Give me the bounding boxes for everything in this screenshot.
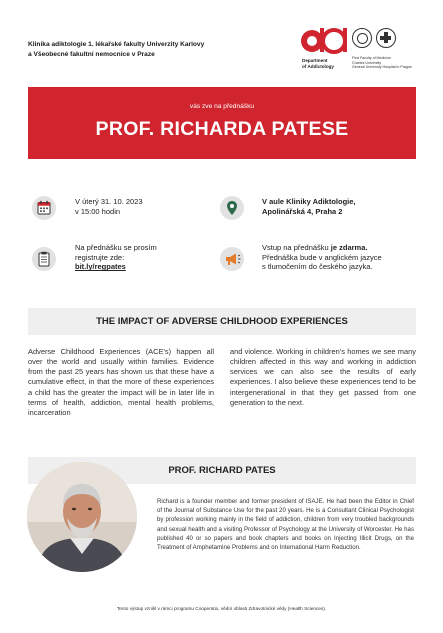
hospital-cross-icon <box>376 28 396 48</box>
event-date-time <box>75 197 143 216</box>
speaker-photo <box>27 462 137 572</box>
department-logo-text: Department of Addictology <box>302 58 334 69</box>
charles-university-seal-icon <box>352 28 372 48</box>
institution-header <box>28 40 288 60</box>
entry-info: Vstup na přednášku je zdarma. Přednáška bude v anglickém jazyce s tlumočením do českého jazyka. <box>262 243 382 272</box>
location-pin-icon <box>220 196 244 220</box>
registration-info: Na přednášku se prosím registrujte zde: bit.ly/regpates <box>75 243 157 272</box>
institution-line-2: a Všeobecné fakultní nemocnice v Praze <box>28 51 155 58</box>
event-date: V úterý 31. 10. 2023 <box>75 197 143 206</box>
department-of-addictology-logo <box>300 26 350 56</box>
registration-link[interactable]: bit.ly/regpates <box>75 262 126 272</box>
banner-subtitle: vás zve na přednášku <box>189 103 255 110</box>
event-address: Apolinářská 4, Praha 2 <box>262 206 343 216</box>
faculty-logo-text: First Faculty of Medicine Charles University General University Hospital in Prague <box>352 56 412 70</box>
ace-text-column-2: and violence. Working in children's homes we see many children affected in this way and working in addiction services we can also see the results of early experiences. I also believe these experiences tend to be intergenerational in that they get passed from one generation to the next. <box>230 347 416 407</box>
lecturer-name: PROF. RICHARDA PATESE <box>95 118 349 140</box>
entry-free: je zdarma. <box>330 243 368 252</box>
footer-note: Tento výstup vznikl v rámci programu Cooperatio, vědní oblasti Zdravotnické vědy (Health Sciences). <box>116 606 327 611</box>
ace-text-column-1: Adverse Childhood Experiences (ACE's) happen all over the world and usually within families. Evidence from the past 25 years has shown us that these have a cumulative effect, in that the more of these experiences a child has the greater the impact will be in later life in terms of health, addiction, mental health problems, incarceration <box>28 347 214 417</box>
calendar-icon <box>32 196 56 220</box>
logos <box>300 26 420 74</box>
title-banner <box>28 87 416 159</box>
section-title-speaker: PROF. RICHARD PATES <box>28 457 416 484</box>
event-location <box>262 197 356 216</box>
event-venue: V aule Kliniky Adiktologie, <box>262 197 356 206</box>
section-title-ace: THE IMPACT OF ADVERSE CHILDHOOD EXPERIENCES <box>28 308 416 335</box>
clipboard-icon <box>32 247 56 271</box>
institution-line-1: Klinika adiktologie 1. lékařské fakulty Univerzity Karlovy <box>28 41 205 48</box>
speaker-bio: Richard is a founder member and former president of ISAJE. He had been the Editor in Chief of the Journal of Substance Use for the past 20 years. He is a Consultant Clinical Psychologist by profession working mainly in the field of addiction, children from very troubled backgrounds and sexual health and a visiting Professor of Psychology at the University of Worcester. He has published 40 or so papers and book chapters and books on Injecting Illicit Drugs, on the Treatment of Amphetamine Problems and on International Harm Reduction. <box>157 498 414 552</box>
event-time: v 15:00 hodin <box>75 206 121 216</box>
megaphone-icon <box>220 247 244 271</box>
